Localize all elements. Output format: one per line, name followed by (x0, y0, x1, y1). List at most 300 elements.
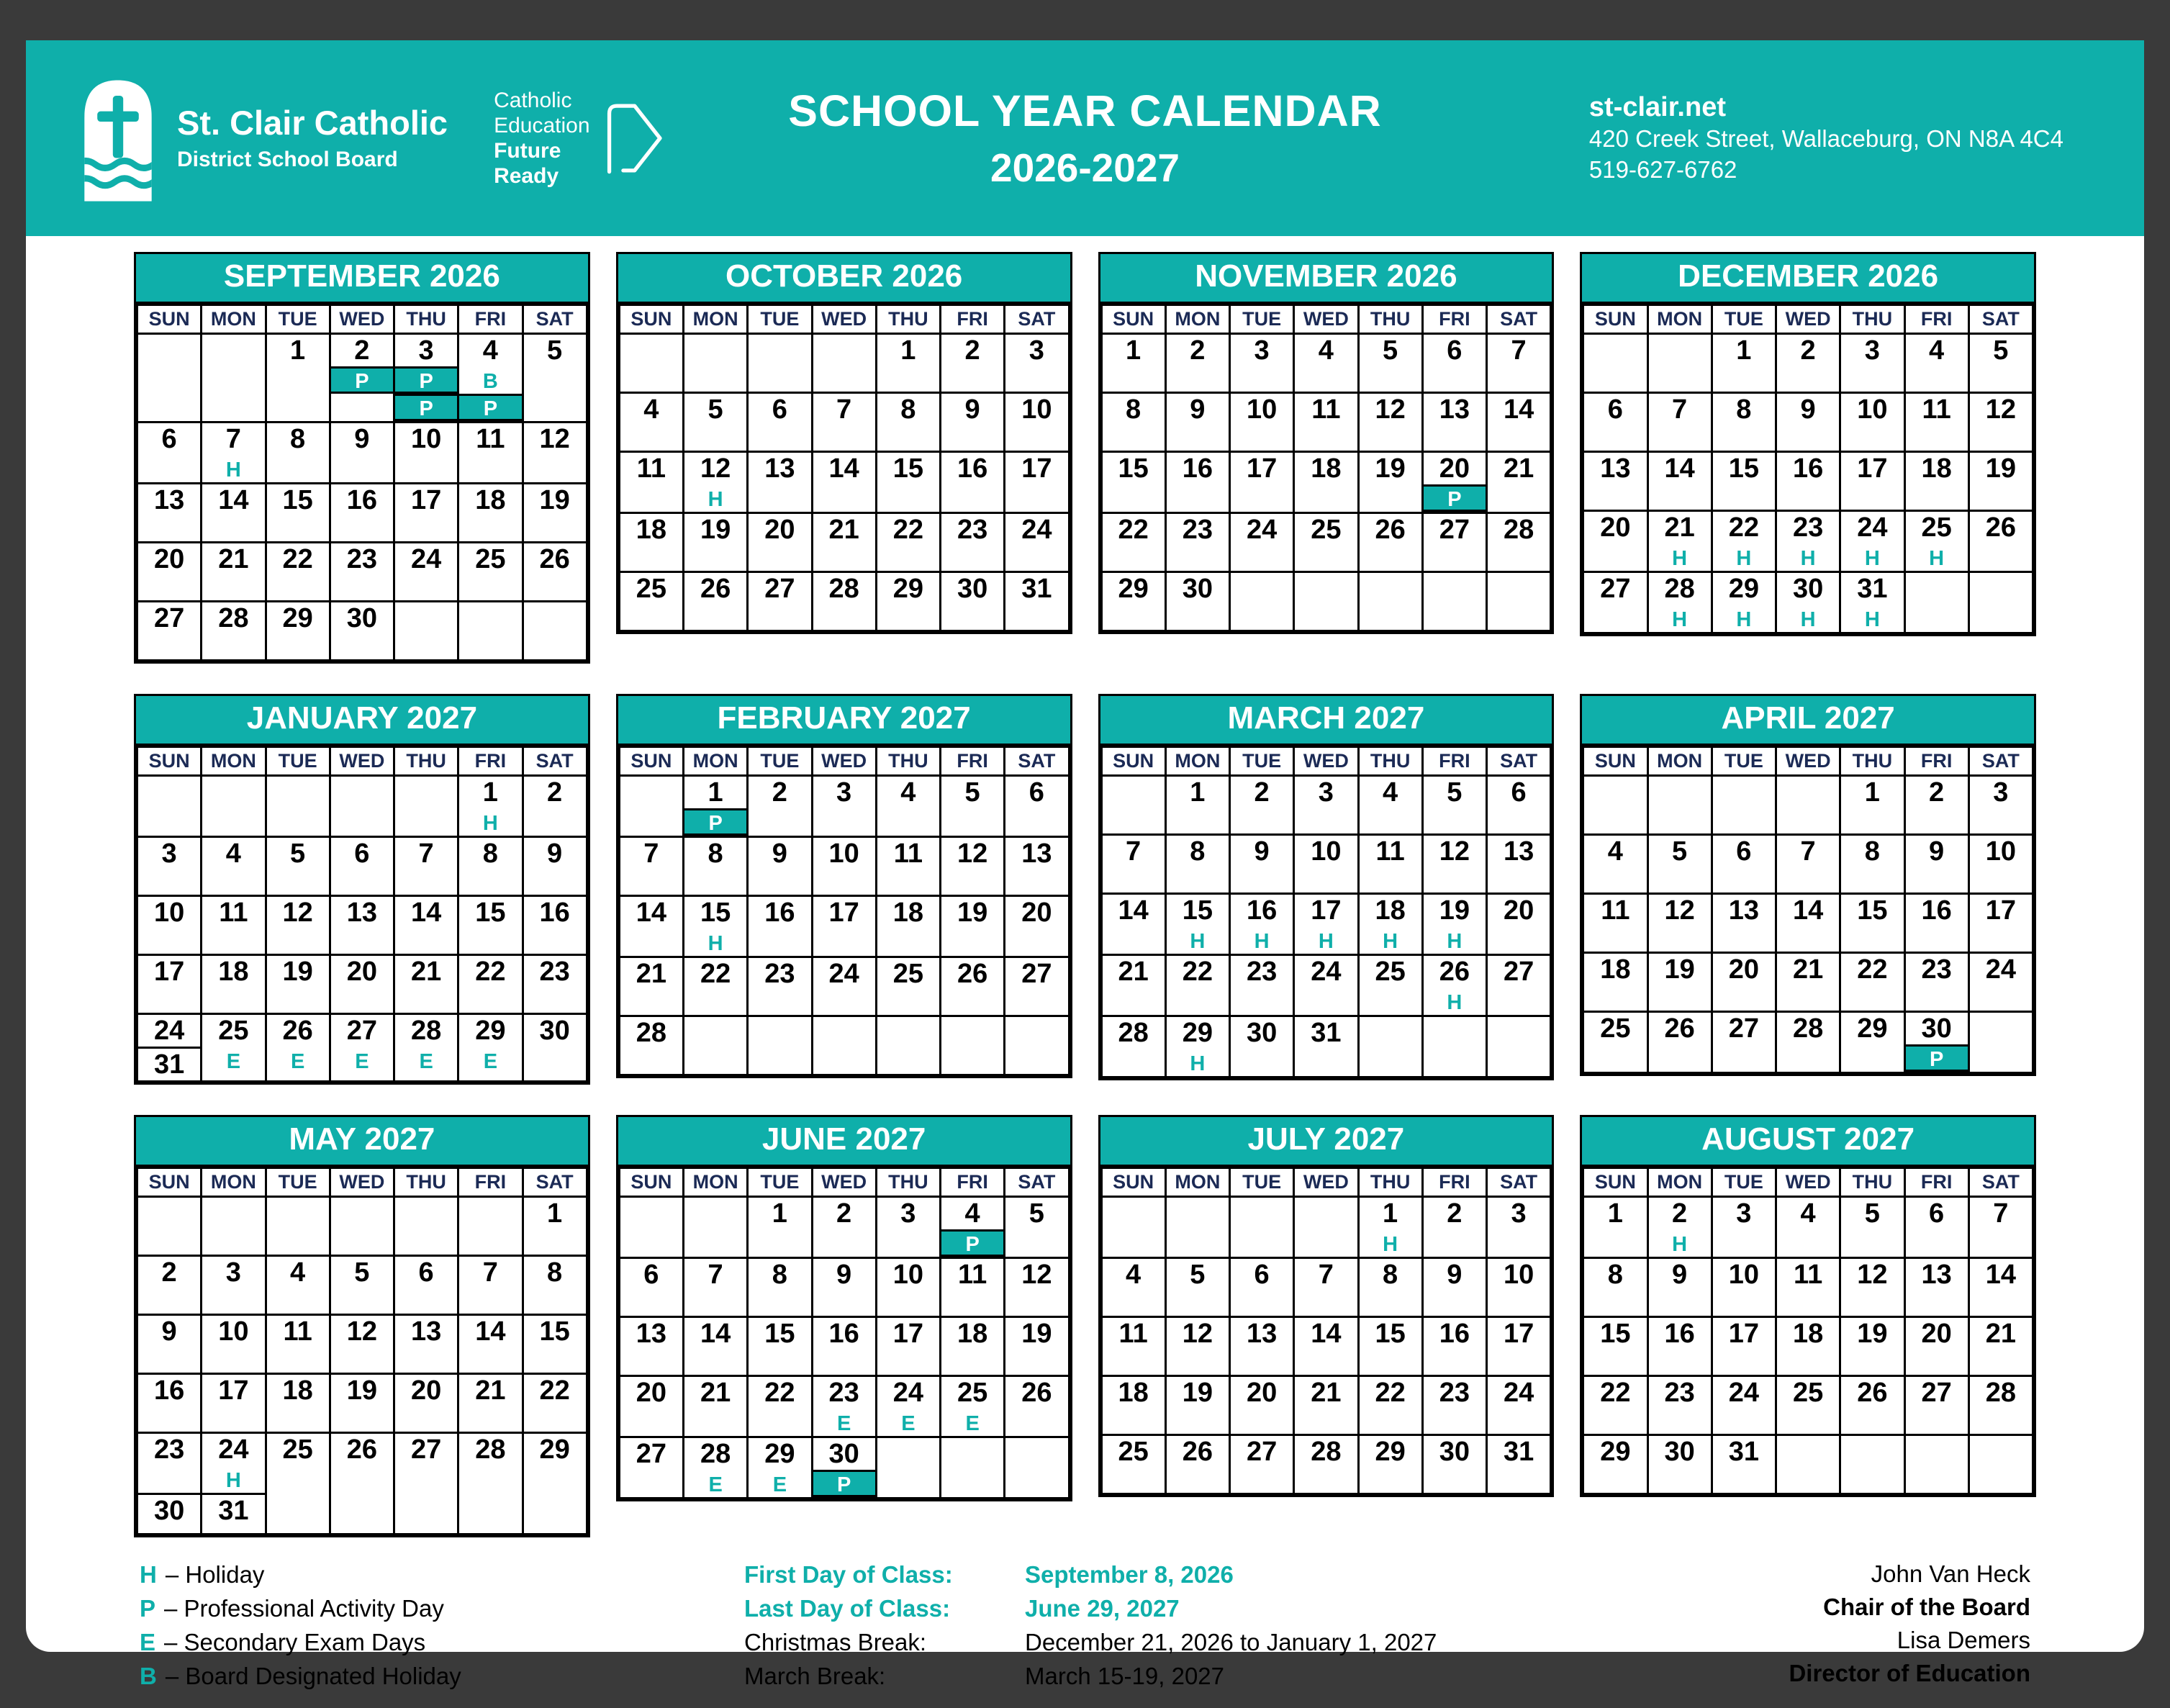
date-number: 27 (1246, 1437, 1278, 1467)
day-cell (812, 393, 876, 452)
day-cell (619, 957, 683, 1016)
date-number: 15 (1600, 1319, 1631, 1349)
date-number: 26 (1857, 1378, 1888, 1408)
day-cell (1840, 511, 1904, 572)
day-cell (1968, 1197, 2033, 1258)
key-date-label: Last Day of Class: (744, 1595, 951, 1622)
day-cell (876, 776, 940, 837)
weekday-tue: TUE (748, 1168, 812, 1197)
day-cell (1776, 1012, 1840, 1073)
day-cell (812, 513, 876, 572)
empty-cell (1005, 1437, 1069, 1499)
day-cell (1968, 894, 2033, 953)
month-table (1582, 304, 2034, 634)
badge-line-catholic: Catholic (494, 89, 572, 112)
day-cell (458, 543, 523, 602)
date-number: 16 (1921, 895, 1952, 926)
date-number: 15 (1857, 895, 1888, 926)
day-cell (684, 572, 748, 631)
weekday-wed: WED (1294, 305, 1358, 334)
week-row (137, 1315, 587, 1374)
date-number: 20 (1021, 898, 1052, 928)
date-number: 2 (964, 335, 980, 366)
date-number: 14 (1118, 895, 1149, 926)
weekday-row (619, 1168, 1069, 1197)
weekday-fri: FRI (458, 1168, 523, 1197)
date-number: 10 (1246, 394, 1278, 425)
date-number: 17 (410, 485, 442, 515)
date-number: 10 (1311, 836, 1342, 867)
date-number: 29 (764, 1439, 795, 1469)
month-table (136, 1167, 588, 1535)
date-number: 31 (1311, 1018, 1342, 1048)
date-number: 29 (475, 1016, 506, 1046)
empty-cell (812, 334, 876, 393)
date-number: 30 (153, 1496, 185, 1526)
day-cell (202, 484, 266, 543)
date-number: 28 (410, 1016, 442, 1046)
date-number: 3 (1318, 777, 1334, 808)
date-number: 5 (1864, 1198, 1880, 1229)
marker-h: H (1736, 608, 1752, 631)
date-number: 20 (764, 515, 795, 545)
date-number: 26 (957, 959, 988, 989)
day-cell (1776, 1258, 1840, 1317)
day-cell (394, 1433, 458, 1535)
day-cell (1294, 334, 1358, 393)
week-row (1583, 1376, 2033, 1435)
contact-block (1589, 92, 2063, 185)
date-number: 15 (1182, 895, 1213, 926)
day-cell (1358, 1197, 1422, 1258)
week-row (1101, 452, 1551, 513)
day-cell (523, 543, 587, 602)
weekday-sat: SAT (1005, 1168, 1069, 1197)
empty-cell (202, 776, 266, 837)
date-number: 5 (547, 335, 563, 366)
day-cell (523, 484, 587, 543)
date-number: 20 (1728, 954, 1760, 985)
date-number: 23 (957, 515, 988, 545)
marker-h: H (1383, 1233, 1398, 1256)
date-number: 10 (218, 1316, 249, 1347)
day-cell (812, 776, 876, 837)
empty-cell (1840, 1435, 1904, 1494)
day-cell (1294, 1258, 1358, 1317)
date-number: 30 (1921, 1013, 1952, 1044)
date-number: 19 (1375, 453, 1406, 484)
day-cell (1968, 334, 2033, 393)
date-number: 22 (282, 544, 313, 574)
day-cell (1583, 1376, 1647, 1435)
weekday-fri: FRI (458, 747, 523, 776)
day-cell (1358, 1376, 1422, 1435)
date-number: 4 (964, 1198, 980, 1229)
date-number: 25 (218, 1016, 249, 1046)
date-number: 25 (475, 544, 506, 574)
empty-cell (1487, 572, 1551, 631)
day-cell (1358, 776, 1422, 835)
day-cell (1487, 1197, 1551, 1258)
date-number: 4 (1318, 335, 1334, 366)
marker-h: H (1864, 608, 1880, 631)
weekday-thu: THU (394, 305, 458, 334)
month-october-2026 (616, 252, 1072, 634)
date-number: 29 (1600, 1437, 1631, 1467)
day-cell (1005, 572, 1069, 631)
date-number: 7 (225, 424, 241, 454)
date-number: 31 (1728, 1437, 1760, 1467)
month-table (136, 746, 588, 1083)
date-number: 7 (1511, 335, 1527, 366)
day-cell (1358, 452, 1422, 513)
date-number: 6 (643, 1260, 659, 1290)
marker-h: H (1736, 547, 1752, 570)
day-cell (1101, 572, 1165, 631)
legend-key: P (140, 1595, 156, 1622)
day-cell (619, 837, 683, 896)
date-number: 23 (1182, 515, 1213, 545)
weekday-mon: MON (1165, 305, 1229, 334)
date-number: 4 (1126, 1260, 1141, 1290)
date-number: 12 (957, 839, 988, 869)
day-cell (1165, 894, 1229, 955)
day-cell (1294, 1016, 1358, 1077)
day-cell (1165, 452, 1229, 513)
day-cell (812, 1197, 876, 1258)
weekday-mon: MON (1165, 747, 1229, 776)
date-number: 8 (1126, 394, 1141, 425)
legend-item (140, 1558, 744, 1591)
empty-cell (137, 1197, 202, 1256)
date-number: 5 (1029, 1198, 1044, 1229)
day-cell (1358, 835, 1422, 894)
month-title: FEBRUARY 2027 (618, 696, 1070, 746)
weekday-thu: THU (394, 1168, 458, 1197)
date-number: 8 (290, 424, 306, 454)
day-cell (266, 1374, 330, 1433)
date-number: 4 (290, 1257, 306, 1288)
date-number: 14 (828, 453, 859, 484)
week-row (619, 452, 1069, 513)
page-title (725, 86, 1445, 191)
date-number: 15 (282, 485, 313, 515)
date-number: 20 (1600, 512, 1631, 543)
day-cell (1101, 894, 1165, 955)
day-cell (202, 1256, 266, 1315)
date-number: 10 (892, 1260, 924, 1290)
date-number: 20 (346, 957, 378, 987)
day-cell (1712, 393, 1776, 452)
day-cell (812, 837, 876, 896)
date-number: 20 (410, 1375, 442, 1406)
marker-e: E (290, 1050, 305, 1073)
weekday-tue: TUE (1230, 1168, 1294, 1197)
weekday-row (137, 1168, 587, 1197)
date-number: 2 (836, 1198, 852, 1229)
day-cell (1101, 1317, 1165, 1376)
day-cell (1583, 393, 1647, 452)
empty-cell (1583, 776, 1647, 835)
date-number: 7 (836, 394, 852, 425)
week-row (619, 837, 1069, 896)
date-number: 27 (636, 1439, 667, 1469)
website: st-clair.net (1588, 91, 1726, 122)
day-cell (137, 1256, 202, 1315)
date-number: 12 (1439, 836, 1470, 867)
empty-cell (1005, 1016, 1069, 1075)
date-number: 2 (161, 1257, 177, 1288)
day-cell (266, 1433, 330, 1535)
day-cell (1712, 894, 1776, 953)
date-number: 28 (475, 1434, 506, 1465)
day-cell (1487, 393, 1551, 452)
day-cell (748, 452, 812, 513)
week-row (1583, 452, 2033, 511)
day-cell (1230, 955, 1294, 1016)
date-number: 8 (1190, 836, 1206, 867)
month-table (618, 1167, 1070, 1499)
empty-cell (137, 776, 202, 837)
day-cell (1230, 835, 1294, 894)
day-cell (137, 1374, 202, 1433)
date-number: 23 (828, 1378, 859, 1408)
weekday-thu: THU (1358, 305, 1422, 334)
day-cell (1230, 452, 1294, 513)
weekday-sun: SUN (137, 305, 202, 334)
empty-cell (812, 1016, 876, 1075)
day-cell (394, 484, 458, 543)
date-number: 22 (1375, 1378, 1406, 1408)
day-cell (394, 423, 458, 484)
date-number: 11 (1794, 1260, 1823, 1290)
empty-cell (330, 1197, 394, 1256)
weekday-sat: SAT (1487, 305, 1551, 334)
date-number: 15 (892, 453, 924, 484)
date-number: 30 (1792, 574, 1824, 604)
month-title: SEPTEMBER 2026 (136, 254, 588, 304)
day-cell (684, 1317, 748, 1376)
weekday-tue: TUE (1712, 747, 1776, 776)
month-july-2027 (1098, 1115, 1555, 1497)
marker-h: H (1318, 930, 1334, 953)
day-cell (137, 423, 202, 484)
day-cell (1487, 894, 1551, 955)
date-number: 28 (1311, 1437, 1342, 1467)
week-row (1101, 513, 1551, 572)
date-number: 12 (700, 453, 731, 484)
weekday-tue: TUE (1230, 747, 1294, 776)
date-number: 17 (892, 1319, 924, 1349)
day-cell (1358, 1258, 1422, 1317)
date-number: 25 (282, 1434, 313, 1465)
date-number: 9 (836, 1260, 852, 1290)
month-title: JULY 2027 (1100, 1117, 1552, 1167)
day-cell (1101, 1016, 1165, 1077)
day-cell (1101, 955, 1165, 1016)
month-table (1582, 1167, 2034, 1495)
date-number: 30 (1246, 1018, 1278, 1048)
date-number: 22 (1118, 515, 1149, 545)
legend-key: B (140, 1663, 157, 1689)
date-number: 2 (1447, 1198, 1463, 1229)
empty-cell (1647, 334, 1712, 393)
day-cell (1840, 334, 1904, 393)
date-number: 1 (772, 1198, 787, 1229)
day-cell (458, 334, 523, 423)
title-line-1: SCHOOL YEAR CALENDAR (788, 86, 1382, 135)
empty-cell (1101, 1197, 1165, 1258)
date-number: 3 (1254, 335, 1270, 366)
calendar-page (26, 40, 2144, 1689)
date-number: 5 (964, 777, 980, 808)
date-number: 26 (346, 1434, 378, 1465)
marker-h: H (482, 812, 498, 835)
week-row (1583, 1435, 2033, 1494)
date-number: 26 (1182, 1437, 1213, 1467)
date-number: 24 (1857, 512, 1888, 543)
date-number: 16 (1182, 453, 1213, 484)
date-number: 10 (1503, 1260, 1534, 1290)
day-cell (330, 423, 394, 484)
date-number: 16 (828, 1319, 859, 1349)
date-number: 9 (547, 839, 563, 869)
month-title: AUGUST 2027 (1582, 1117, 2034, 1167)
marker-h: H (707, 488, 723, 511)
date-number: 10 (1857, 394, 1888, 425)
day-cell (876, 1376, 940, 1437)
date-number: 19 (1857, 1319, 1888, 1349)
date-number: 3 (836, 777, 852, 808)
date-number: 7 (482, 1257, 498, 1288)
day-cell (1904, 393, 1968, 452)
day-cell (1968, 1317, 2033, 1376)
day-cell (1487, 334, 1551, 393)
day-cell (1487, 1258, 1551, 1317)
week-row (137, 602, 587, 661)
date-number: 22 (1600, 1378, 1631, 1408)
day-cell (202, 955, 266, 1014)
date-number: 12 (1182, 1319, 1213, 1349)
weekday-sun: SUN (137, 1168, 202, 1197)
weekday-mon: MON (1647, 305, 1712, 334)
week-row (1583, 835, 2033, 894)
day-cell (137, 1494, 202, 1535)
date-number: 16 (1439, 1319, 1470, 1349)
weekday-sat: SAT (523, 1168, 587, 1197)
legend-item (140, 1625, 744, 1659)
date-number: 17 (1728, 1319, 1760, 1349)
weekday-wed: WED (1294, 747, 1358, 776)
date-number: 1 (1190, 777, 1206, 808)
date-number: 28 (636, 1018, 667, 1048)
date-number: 21 (1503, 453, 1534, 484)
day-cell (266, 484, 330, 543)
weekday-sun: SUN (1583, 305, 1647, 334)
marker-p: P (1906, 1044, 1968, 1072)
date-number: 17 (153, 957, 185, 987)
date-number: 12 (282, 898, 313, 928)
weekday-sun: SUN (1101, 747, 1165, 776)
date-number: 19 (1985, 453, 2017, 484)
day-cell (619, 1376, 683, 1437)
day-cell (1005, 513, 1069, 572)
date-number: 18 (218, 957, 249, 987)
day-cell (330, 484, 394, 543)
day-cell (1487, 1317, 1551, 1376)
date-number: 8 (547, 1257, 563, 1288)
week-row (1583, 1197, 2033, 1258)
day-cell (619, 572, 683, 631)
day-cell (1487, 955, 1551, 1016)
day-cell (1904, 1376, 1968, 1435)
marker-h: H (1800, 608, 1816, 631)
marker-e: E (708, 1473, 723, 1496)
legend (140, 1558, 744, 1693)
date-number: 1 (900, 335, 916, 366)
month-january-2027 (134, 694, 590, 1085)
date-number: 12 (346, 1316, 378, 1347)
day-cell (1230, 894, 1294, 955)
marker-h: H (707, 932, 723, 955)
day-cell (1840, 1258, 1904, 1317)
day-cell (1776, 452, 1840, 511)
date-number: 19 (539, 485, 570, 515)
weekday-sun: SUN (1583, 747, 1647, 776)
day-cell (1904, 953, 1968, 1012)
date-number: 24 (1503, 1378, 1534, 1408)
empty-cell (1647, 776, 1712, 835)
date-number: 1 (547, 1198, 563, 1229)
date-number: 13 (1503, 836, 1534, 867)
day-cell (1358, 1317, 1422, 1376)
date-number: 27 (1503, 957, 1534, 987)
day-cell (458, 1014, 523, 1082)
empty-cell (1422, 1016, 1486, 1077)
month-march-2027 (1098, 694, 1555, 1080)
date-number: 29 (539, 1434, 570, 1465)
week-row (1583, 334, 2033, 393)
empty-cell (876, 1437, 940, 1499)
marker-e: E (226, 1050, 241, 1073)
day-cell (202, 896, 266, 955)
board-logo-block (79, 75, 448, 202)
weekday-mon: MON (1165, 1168, 1229, 1197)
day-cell (1776, 572, 1840, 633)
weekday-wed: WED (330, 305, 394, 334)
date-number: 1 (1126, 335, 1141, 366)
key-date-value: March 15-19, 2027 (1025, 1663, 1225, 1689)
date-number: 8 (1736, 394, 1752, 425)
badge-line-education: Education (494, 114, 590, 137)
day-cell (1776, 1317, 1840, 1376)
marker-h: H (225, 1469, 241, 1492)
day-cell (1358, 894, 1422, 955)
date-number: 13 (1246, 1319, 1278, 1349)
month-table (618, 746, 1070, 1076)
date-number: 28 (1664, 574, 1695, 604)
date-number: 16 (1664, 1319, 1695, 1349)
day-cell (1776, 1376, 1840, 1435)
day-cell (330, 334, 394, 423)
date-number: 14 (1503, 394, 1534, 425)
date-number: 5 (1447, 777, 1463, 808)
month-september-2026 (134, 252, 590, 664)
date-number: 3 (1736, 1198, 1752, 1229)
date-number: 6 (772, 394, 787, 425)
week-row (1583, 1012, 2033, 1073)
date-number: 30 (346, 603, 378, 633)
